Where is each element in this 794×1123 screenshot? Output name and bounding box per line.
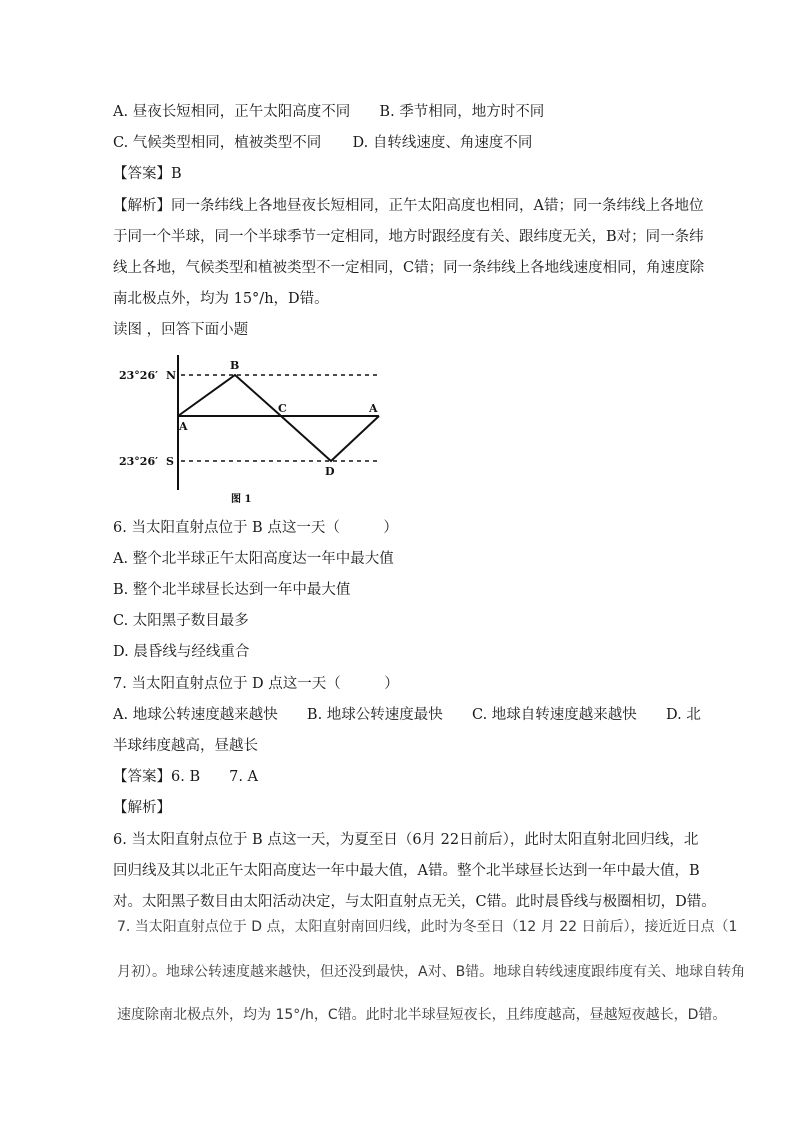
q5-analysis-line-2: 于同一个半球，同一个半球季节一定相同，地方时跟经度有关、跟纬度无关，B对；同一条纬 [113, 229, 704, 245]
q5-option-c: C. 气候类型相同，植被类型不同 [113, 135, 322, 151]
q6-option-c: C. 太阳黑子数目最多 [113, 613, 249, 629]
figure-n-label: N [166, 369, 177, 382]
figure-point-d: D [325, 465, 335, 478]
q6-stem: 6. 当太阳直射点位于 B 点这一天（ ） [113, 520, 398, 536]
analysis-6-7-line-6: 速度除南北极点外，均为 15°/h，C错。此时北半球昼短夜长，且纬度越高，昼越短夜越长，D错。 [117, 1007, 727, 1023]
figure-point-b: B [230, 359, 240, 372]
figure-point-c: C [278, 402, 287, 415]
q5-option-a: A. 昼夜长短相同，正午太阳高度不同 [113, 104, 351, 120]
q7-stem: 7. 当太阳直射点位于 D 点这一天（ ） [113, 676, 399, 692]
figure-s-label: S [166, 455, 174, 468]
figure-caption: 图 1 [231, 494, 252, 505]
q5-option-b: B. 季节相同，地方时不同 [379, 104, 545, 120]
q7-option-a: A. 地球公转速度越来越快 [113, 707, 278, 723]
q5-options-ab [113, 102, 544, 122]
q5-analysis-line-3: 线上各地，气候类型和植被类型不一定相同，C错；同一条纬线上各地线速度相同，角速度除 [113, 260, 705, 276]
figure-point-a-left: A [179, 420, 188, 433]
analysis-6-7-line-1: 6. 当太阳直射点位于 B 点这一天，为夏至日（6月 22日前后），此时太阳直射北回归线，北 [113, 832, 699, 848]
q6-option-d: D. 晨昏线与经线重合 [113, 644, 250, 660]
answer-6-7: 【答案】6. B 7. A [113, 769, 259, 785]
figure-sun-path [178, 375, 379, 461]
q7-option-c: C. 地球自转速度越来越快 [472, 707, 637, 723]
intro-instruction: 读图 ，回答下面小题 [113, 322, 249, 338]
q7-options-row [113, 705, 701, 725]
analysis-6-7-line-5: 月初）。地球公转速度越来越快，但还没到最快，A对、B错。地球自转线速度跟纬度有关、地球自转角 [117, 964, 746, 980]
q7-option-b: B. 地球公转速度最快 [306, 707, 443, 723]
analysis-6-7-line-4: 7. 当太阳直射点位于 D 点，太阳直射南回归线，此时为冬至日（12 月 22 日前后），接近近日点（1 [117, 919, 738, 935]
q5-option-d: D. 自转线速度、角速度不同 [352, 135, 533, 151]
figure-lat-south-label: 23°26′ [119, 455, 159, 468]
analysis-6-7-line-3: 对。太阳黑子数目由太阳活动决定，与太阳直射点无关，C错。此时晨昏线与极圈相切，D错。 [113, 894, 716, 910]
q7-option-d: D. 北 [666, 707, 701, 723]
figure-lat-north-label: 23°26′ [119, 369, 159, 382]
q6-option-b: B. 整个北半球昼长达到一年中最大值 [113, 582, 351, 598]
analysis-6-7-title: 【解析】 [113, 800, 171, 816]
figure-point-a-right: A [369, 402, 378, 415]
analysis-6-7-line-2: 回归线及其以北正午太阳高度达一年中最大值，A错。整个北半球昼长达到一年中最大值，B [113, 863, 700, 879]
q5-answer: 【答案】B [113, 166, 182, 182]
q6-option-a: A. 整个北半球正午太阳高度达一年中最大值 [113, 551, 394, 567]
q5-options-cd [113, 133, 532, 153]
q7-option-d-continuation: 半球纬度越高，昼越长 [113, 738, 258, 754]
q5-analysis-line-4: 南北极点外，均为 15°/h，D错。 [113, 291, 329, 307]
sun-direct-point-figure [113, 350, 393, 510]
q5-analysis-line-1: 【解析】同一条纬线上各地昼夜长短相同，正午太阳高度也相同，A错；同一条纬线上各地位 [113, 198, 704, 214]
